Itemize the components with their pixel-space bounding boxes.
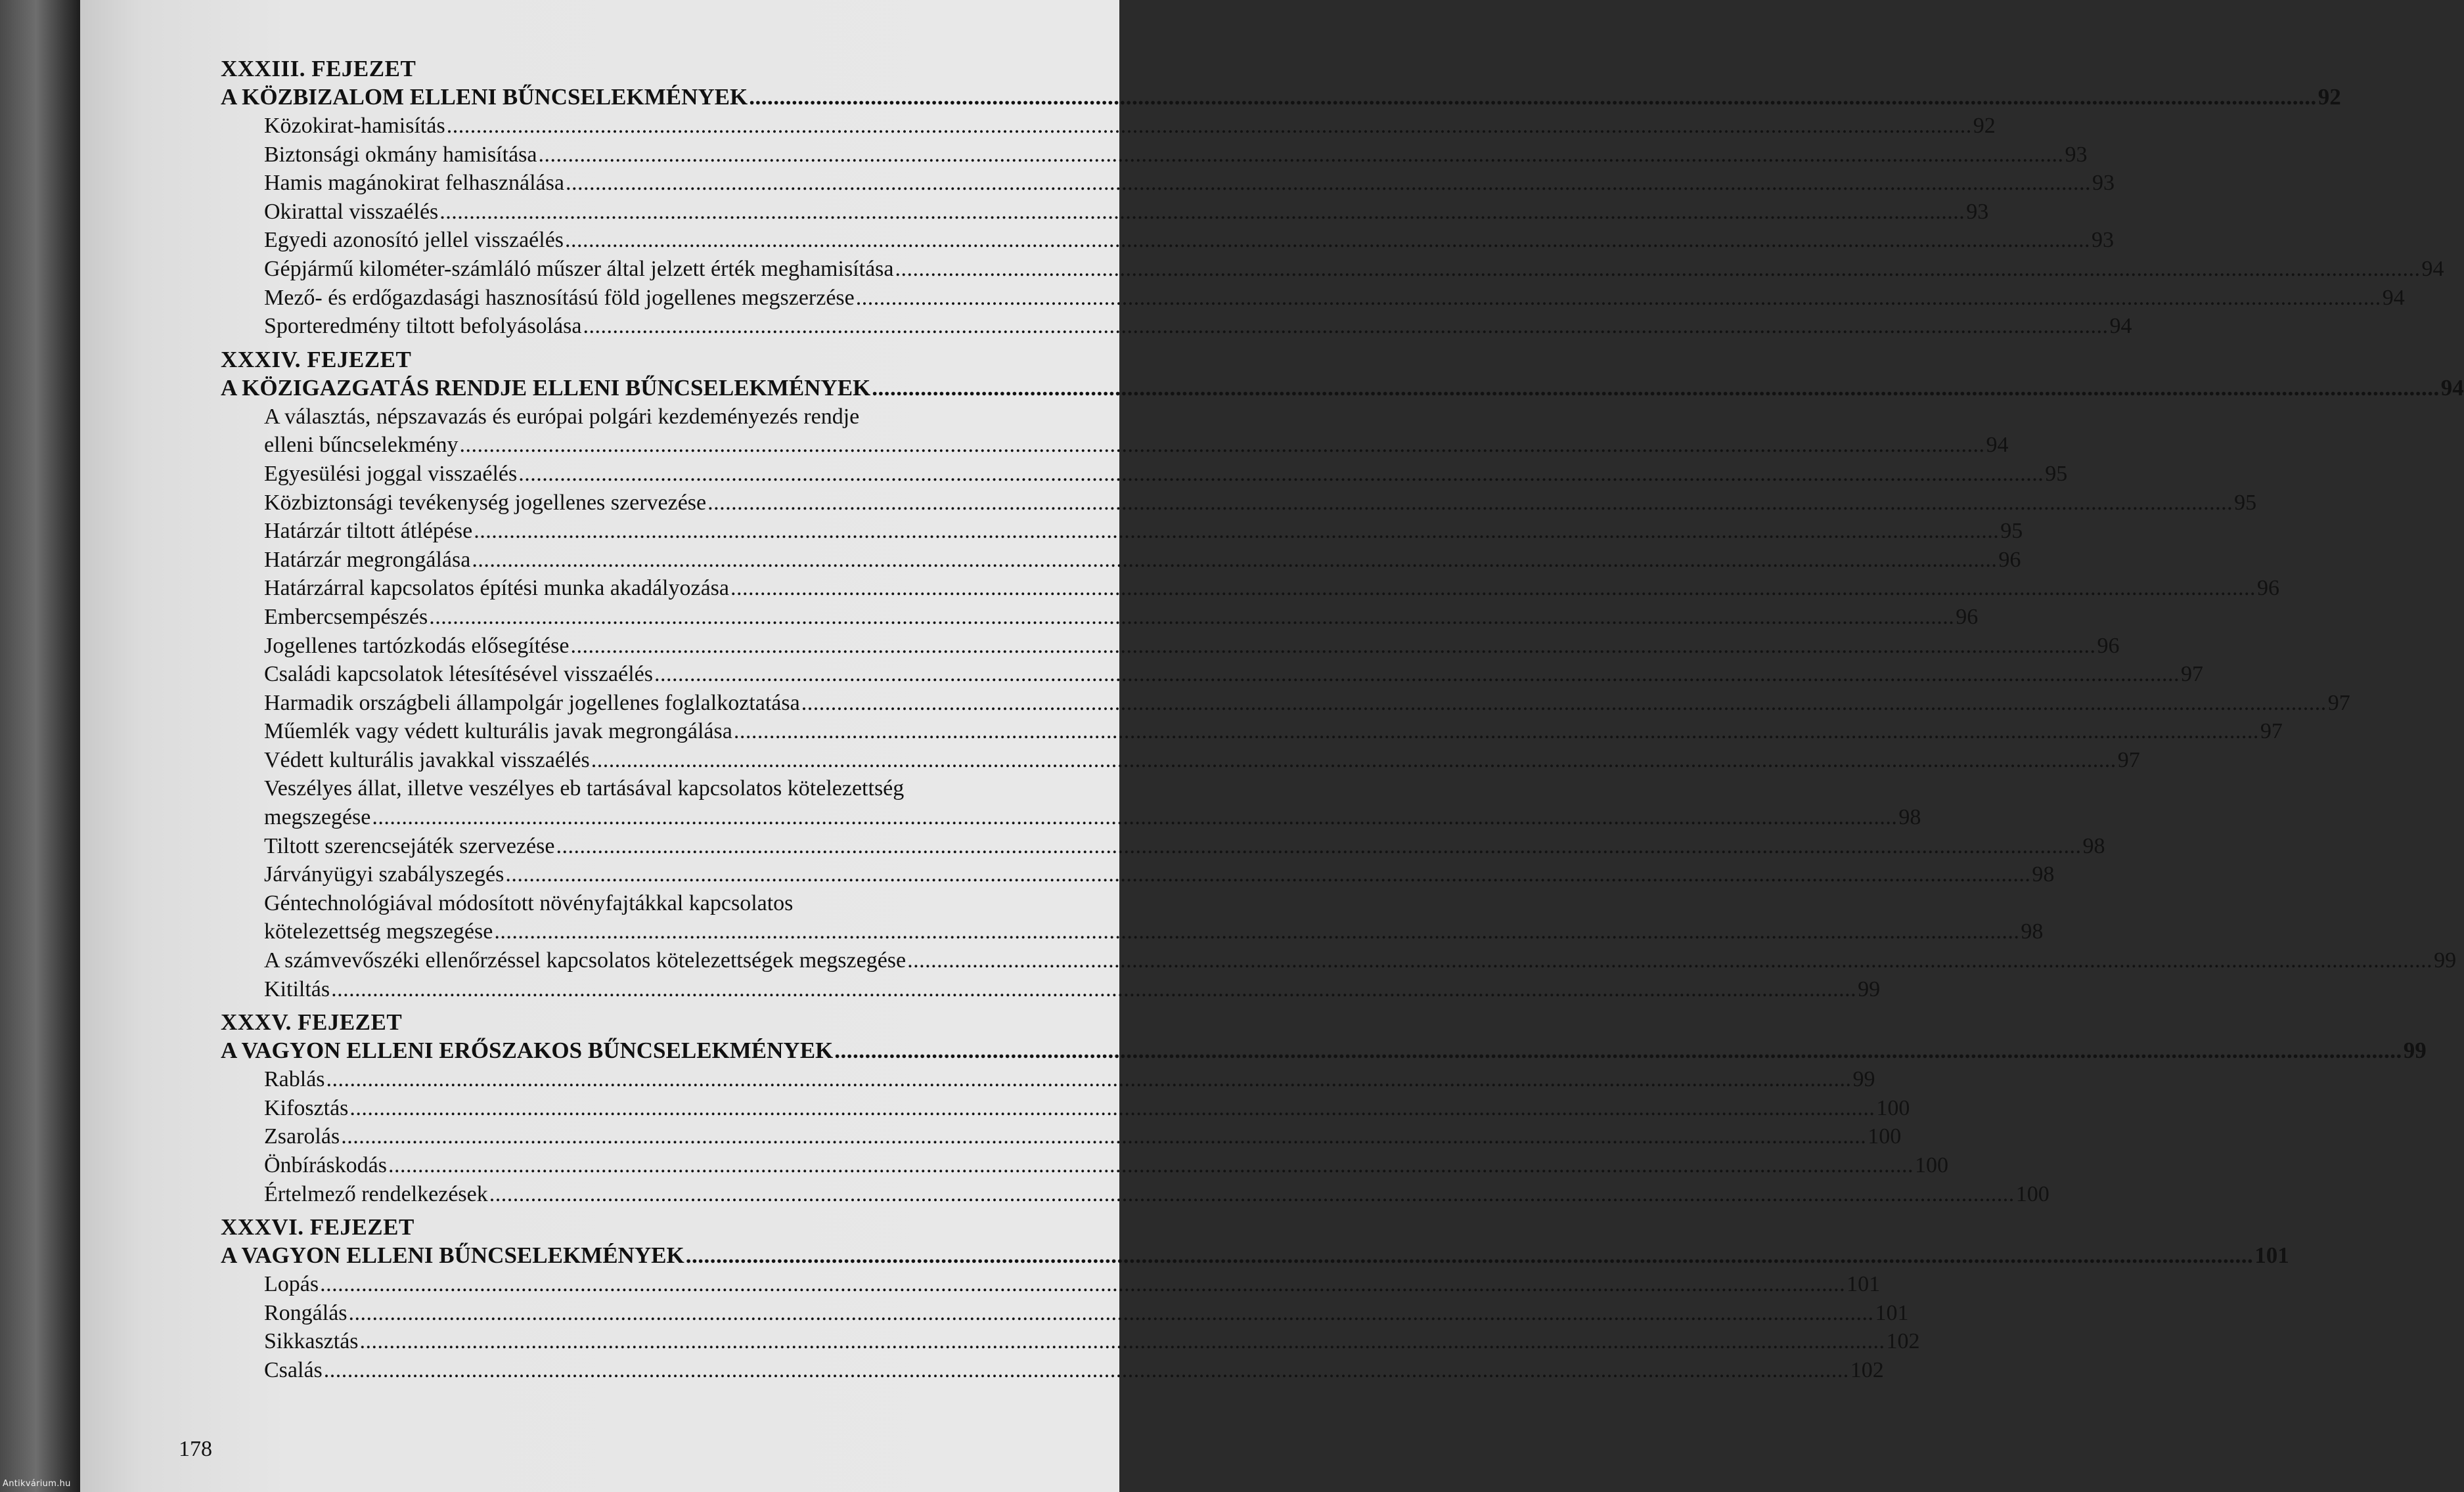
- toc-entry[interactable]: [264, 1180, 2050, 1209]
- entry-page: 100: [2015, 1181, 2050, 1206]
- entry-page: 96: [1956, 604, 1979, 629]
- dot-leader: [834, 1036, 2402, 1065]
- toc-entry[interactable]: [264, 141, 2088, 169]
- watermark: Antikvárium.hu: [3, 1479, 71, 1489]
- toc-entry[interactable]: [264, 574, 2280, 603]
- entry-page: 98: [2082, 833, 2105, 858]
- toc-entry[interactable]: [264, 403, 2009, 460]
- toc-entry[interactable]: [264, 1270, 1881, 1299]
- entry-title: Kitiltás: [264, 976, 330, 1001]
- dot-leader: [439, 198, 1965, 227]
- chapter-title-row[interactable]: [221, 1241, 2289, 1270]
- dot-leader: [326, 1065, 1852, 1094]
- chapter-title-row[interactable]: [221, 374, 2464, 403]
- entry-page: 95: [2045, 461, 2068, 486]
- entry-page: 97: [2117, 747, 2140, 772]
- entry-page: 94: [1986, 433, 2009, 458]
- dot-leader: [734, 717, 2259, 746]
- dot-leader: [447, 112, 1972, 141]
- entry-page: 98: [2032, 862, 2055, 887]
- toc-entry[interactable]: [264, 746, 2140, 775]
- entry-row: [264, 1299, 1909, 1328]
- entry-page: 93: [2065, 142, 2088, 167]
- dot-leader: [872, 374, 2440, 403]
- dot-leader: [730, 574, 2256, 603]
- entry-row: [264, 1094, 1910, 1123]
- entry-row: [264, 603, 1979, 632]
- entry-row: [264, 141, 2088, 169]
- toc-entry[interactable]: [264, 946, 2457, 975]
- entry-row: [264, 574, 2280, 603]
- entry-row: [264, 746, 2140, 775]
- entry-page: 98: [2021, 919, 2044, 944]
- toc-entry[interactable]: [264, 312, 2132, 341]
- book-spine-shadow: [0, 0, 80, 1492]
- chapter-number: XXXIII. FEJEZET: [221, 56, 416, 81]
- entry-page: 101: [1875, 1300, 1909, 1325]
- entry-title: Rongálás: [264, 1300, 347, 1325]
- dot-leader: [320, 1270, 1845, 1299]
- chapter-title: A VAGYON ELLENI ERŐSZAKOS BŰNCSELEKMÉNYEK: [221, 1038, 834, 1064]
- entry-row: [264, 169, 2115, 198]
- entry-row: [264, 860, 2055, 889]
- dot-leader: [583, 312, 2108, 341]
- entry-list: [221, 403, 2457, 1003]
- dot-leader: [518, 460, 2044, 489]
- entry-row: [264, 255, 2444, 284]
- toc-entry[interactable]: [264, 717, 2283, 746]
- entry-title: Harmadik országbeli állampolgár jogellenes foglalkoztatása: [264, 690, 800, 715]
- entry-row: [264, 112, 1996, 141]
- dot-leader: [489, 1180, 2015, 1209]
- entry-title: Mező- és erdőgazdasági hasznosítású föld jogellenes megszerzése: [264, 285, 855, 310]
- entry-title: Családi kapcsolatok létesítésével visszaélés: [264, 662, 653, 687]
- entry-page: 94: [2382, 285, 2405, 310]
- toc-entry[interactable]: [264, 1151, 1948, 1180]
- entry-row: [264, 946, 2457, 975]
- chapter-title: A KÖZIGAZGATÁS RENDJE ELLENI BŰNCSELEKMÉNYEK: [221, 374, 871, 401]
- dot-leader: [324, 1356, 1849, 1385]
- toc-entry[interactable]: [264, 489, 2257, 517]
- entry-row: [264, 489, 2257, 517]
- toc-entry[interactable]: [264, 689, 2350, 718]
- entry-title: Értelmező rendelkezések: [264, 1181, 488, 1206]
- entry-page: 100: [1914, 1153, 1948, 1177]
- dot-leader: [707, 489, 2233, 517]
- dot-leader: [556, 832, 2081, 861]
- toc-entry[interactable]: [264, 1065, 1875, 1094]
- entry-page: 93: [2092, 228, 2115, 253]
- chapter-page: 92: [2318, 84, 2341, 110]
- entry-row: [264, 832, 2105, 861]
- entry-row: [264, 1151, 1948, 1180]
- entry-row: [264, 284, 2405, 313]
- dot-leader: [388, 1151, 1914, 1180]
- entry-page: 100: [1868, 1124, 1902, 1149]
- toc-entry[interactable]: [264, 860, 2055, 889]
- entry-row: [264, 431, 2009, 460]
- dot-leader: [654, 660, 2180, 689]
- entry-page: 93: [2092, 171, 2115, 196]
- dot-leader: [494, 917, 2019, 946]
- entry-title: Rablás: [264, 1067, 325, 1092]
- entry-title: Jogellenes tartózkodás elősegítése: [264, 633, 570, 658]
- toc-entry[interactable]: [264, 112, 1996, 141]
- toc-entry[interactable]: [264, 255, 2444, 284]
- entry-title: Sikkasztás: [264, 1329, 359, 1354]
- entry-title-line1: Géntechnológiával módosított növényfajtákkal kapcsolatos: [264, 890, 794, 915]
- entry-page: 95: [2000, 519, 2023, 544]
- toc-entry[interactable]: [264, 660, 2203, 689]
- entry-page: 97: [2260, 719, 2283, 744]
- entry-page: 96: [2257, 576, 2280, 601]
- dot-leader: [372, 803, 1897, 832]
- dot-leader: [566, 169, 2091, 198]
- entry-row: [264, 1327, 1920, 1356]
- toc-entry[interactable]: [264, 546, 2021, 575]
- entry-page: 100: [1876, 1095, 1910, 1120]
- dot-leader: [686, 1241, 2254, 1270]
- dot-leader: [505, 860, 2030, 889]
- entry-row: [264, 546, 2021, 575]
- entry-page: 94: [2421, 256, 2444, 281]
- dot-leader: [565, 226, 2090, 255]
- toc-entry[interactable]: [264, 1094, 1910, 1123]
- chapter-page: 94: [2440, 374, 2464, 401]
- entry-title: Gépjármű kilométer-számláló műszer által jelzett érték meghamisítása: [264, 256, 894, 281]
- chapter-title: A VAGYON ELLENI BŰNCSELEKMÉNYEK: [221, 1242, 684, 1269]
- toc-entry[interactable]: [264, 517, 2023, 546]
- toc-chapter: [221, 55, 2444, 341]
- toc-chapter: [221, 346, 2464, 1003]
- entry-page: 94: [2109, 314, 2132, 339]
- entry-title: Egyedi azonosító jellel visszaélés: [264, 228, 564, 253]
- entry-title: Csalás: [264, 1357, 323, 1382]
- entry-row: [264, 717, 2283, 746]
- toc-entry[interactable]: [264, 1299, 1909, 1328]
- toc-entry[interactable]: [264, 1327, 1920, 1356]
- entry-page: 102: [1850, 1357, 1884, 1382]
- chapter-number: XXXVI. FEJEZET: [221, 1214, 414, 1240]
- entry-title: Határzár tiltott átlépése: [264, 519, 473, 544]
- entry-title: Okirattal visszaélés: [264, 199, 439, 224]
- entry-title-line1: Veszélyes állat, illetve veszélyes eb tartásával kapcsolatos kötelezettség: [264, 776, 905, 801]
- toc-entry[interactable]: [264, 889, 2044, 946]
- entry-title: Hamis magánokirat felhasználása: [264, 171, 564, 196]
- entry-page: 102: [1886, 1329, 1920, 1354]
- chapter-title-row[interactable]: [221, 1036, 2427, 1065]
- page-number: 178: [179, 1437, 212, 1461]
- entry-title: Közokirat-hamisítás: [264, 114, 445, 138]
- chapter-page: 99: [2403, 1038, 2427, 1064]
- entry-row: [264, 1270, 1881, 1299]
- entry-row: [264, 917, 2044, 946]
- entry-page: 92: [1973, 114, 1996, 138]
- entry-page: 97: [2327, 690, 2350, 715]
- toc-entry[interactable]: [264, 169, 2115, 198]
- entry-list: [221, 112, 2444, 341]
- toc-entry[interactable]: [264, 226, 2115, 255]
- entry-page: 93: [1966, 199, 1989, 224]
- entry-title: Közbiztonsági tevékenység jogellenes szervezése: [264, 490, 707, 515]
- entry-page: 95: [2234, 490, 2257, 515]
- entry-row: [264, 689, 2350, 718]
- toc-chapter: [221, 1214, 2289, 1384]
- dot-leader: [539, 141, 2064, 169]
- entry-row: [264, 1356, 1884, 1385]
- toc-entry[interactable]: [264, 975, 1881, 1004]
- book-page: [80, 0, 2464, 1492]
- toc-entry[interactable]: [264, 1356, 1884, 1385]
- entry-page: 99: [2434, 948, 2457, 973]
- entry-row: [264, 660, 2203, 689]
- dot-leader: [474, 517, 1999, 546]
- entry-page: 99: [1852, 1067, 1875, 1092]
- entry-title: Sporteredmény tiltott befolyásolása: [264, 314, 582, 339]
- entry-title: Egyesülési joggal visszaélés: [264, 461, 518, 486]
- entry-title: kötelezettség megszegése: [264, 919, 493, 944]
- dot-leader: [856, 284, 2381, 313]
- entry-title: Védett kulturális javakkal visszaélés: [264, 747, 590, 772]
- entry-title: Lopás: [264, 1272, 319, 1297]
- entry-title: Tiltott szerencsejáték szervezése: [264, 833, 555, 858]
- toc-entry[interactable]: [264, 832, 2105, 861]
- dot-leader: [349, 1299, 1874, 1328]
- toc-entry[interactable]: [264, 198, 1989, 227]
- entry-title: Határzár megrongálása: [264, 547, 471, 572]
- toc-entry[interactable]: [264, 774, 1921, 831]
- dot-leader: [331, 975, 1856, 1004]
- chapter-number: XXXV. FEJEZET: [221, 1009, 403, 1036]
- toc-entry[interactable]: [264, 632, 2120, 661]
- entry-page: 97: [2180, 662, 2203, 687]
- entry-title: Határzárral kapcsolatos építési munka akadályozása: [264, 576, 730, 601]
- toc-entry[interactable]: [264, 1122, 1902, 1151]
- toc-entry[interactable]: [264, 460, 2068, 489]
- entry-title: Járványügyi szabályszegés: [264, 862, 504, 887]
- entry-title: Zsarolás: [264, 1124, 340, 1149]
- entry-page: 96: [2097, 633, 2120, 658]
- entry-title: A számvevőszéki ellenőrzéssel kapcsolatos kötelezettségek megszegése: [264, 948, 907, 973]
- entry-row: [264, 803, 1921, 832]
- entry-title: Műemlék vagy védett kulturális javak megrongálása: [264, 719, 732, 744]
- entry-row: [264, 632, 2120, 661]
- dot-leader: [749, 83, 2317, 112]
- toc-entry[interactable]: [264, 603, 1979, 632]
- dot-leader: [801, 689, 2327, 718]
- entry-row: [264, 198, 1989, 227]
- dot-leader: [341, 1122, 1866, 1151]
- entry-row: [264, 517, 2023, 546]
- chapter-title-row[interactable]: [221, 83, 2341, 112]
- dot-leader: [472, 546, 1997, 575]
- entry-row: [264, 460, 2068, 489]
- chapter-title: A KÖZBIZALOM ELLENI BŰNCSELEKMÉNYEK: [221, 84, 748, 110]
- entry-page: 98: [1898, 805, 1921, 830]
- entry-row: [264, 1065, 1875, 1094]
- toc-chapter: [221, 1009, 2427, 1208]
- dot-leader: [571, 632, 2096, 661]
- entry-title: Kifosztás: [264, 1095, 349, 1120]
- entry-title: megszegése: [264, 805, 371, 830]
- chapter-page: 101: [2254, 1242, 2289, 1269]
- dot-leader: [591, 746, 2117, 775]
- entry-title: Önbíráskodás: [264, 1153, 387, 1177]
- entry-title: Embercsempészés: [264, 604, 428, 629]
- entry-title: elleni bűncselekmény: [264, 433, 459, 458]
- toc-entry[interactable]: [264, 284, 2405, 313]
- entry-row: [264, 312, 2132, 341]
- dot-leader: [349, 1094, 1875, 1123]
- chapter-number: XXXIV. FEJEZET: [221, 346, 412, 372]
- entry-row: [264, 1122, 1902, 1151]
- dot-leader: [907, 946, 2432, 975]
- entry-list: [221, 1065, 2050, 1208]
- dot-leader: [895, 255, 2421, 284]
- entry-list: [221, 1270, 1920, 1384]
- entry-row: [264, 226, 2115, 255]
- entry-title-line1: A választás, népszavazás és európai polgári kezdeményezés rendje: [264, 404, 860, 429]
- dot-leader: [460, 431, 1985, 460]
- entry-title: Biztonsági okmány hamisítása: [264, 142, 537, 167]
- entry-page: 96: [1998, 547, 2021, 572]
- table-of-contents: [221, 55, 2464, 1385]
- dot-leader: [360, 1327, 1885, 1356]
- entry-row: [264, 975, 1881, 1004]
- dot-leader: [429, 603, 1954, 632]
- entry-row: [264, 1180, 2050, 1209]
- entry-page: 99: [1858, 976, 1881, 1001]
- entry-page: 101: [1847, 1272, 1881, 1297]
